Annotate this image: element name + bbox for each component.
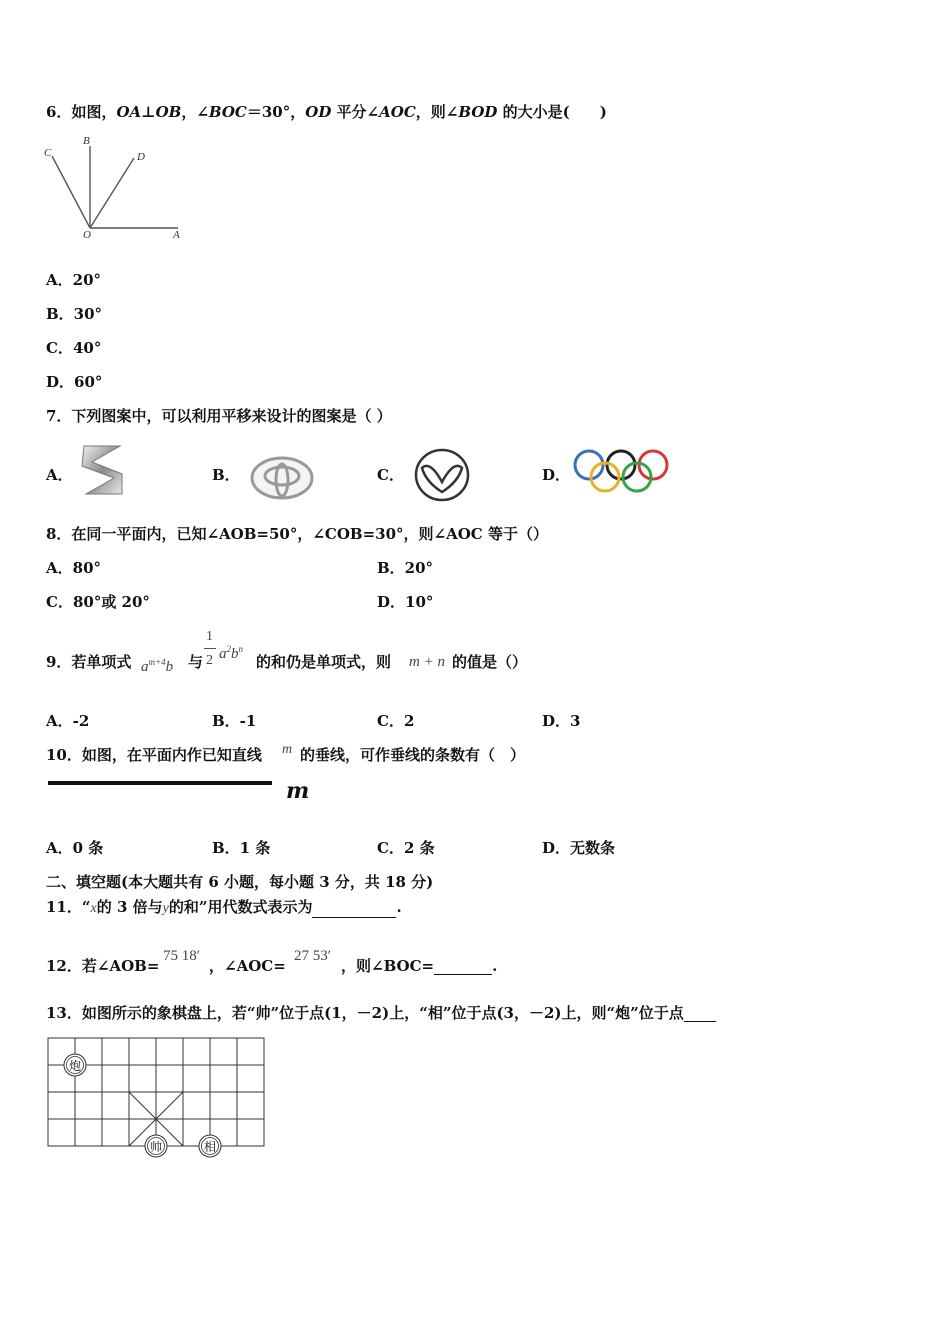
q13-stem: 13．如图所示的象棋盘上，若“帅”位于点(1，－2)上，“相”位于点(3，－2)上，则“炮”位于点 <box>46 1004 716 1022</box>
q11-answer-blank[interactable] <box>312 903 396 918</box>
line-m-label: m <box>286 778 310 804</box>
q9-option-c: C．2 <box>377 712 415 730</box>
q9-stem-b: 的和仍是单项式，则 <box>256 653 392 671</box>
svg-text:相: 相 <box>203 1140 217 1154</box>
q9-stem-c: 的值是（） <box>452 653 528 671</box>
q12-stem-b: ，∠AOC= <box>209 957 286 975</box>
q12-stem-a: 12．若∠AOB= <box>46 957 160 975</box>
label-d: D <box>137 151 145 163</box>
q12-stem-c: ，则∠BOC= . <box>341 957 498 975</box>
q9-frac-bar <box>204 648 216 649</box>
q6-angle-figure <box>40 132 190 244</box>
q9-stem-a: 9．若单项式 <box>46 653 132 671</box>
q8-option-d: D．10° <box>377 593 434 611</box>
svg-text:帅: 帅 <box>149 1140 163 1154</box>
q10-stem-a: 10．如图，在平面内作已知直线 <box>46 746 262 764</box>
toyota-logo <box>250 456 314 500</box>
svg-text:炮: 炮 <box>68 1059 82 1073</box>
q9-expr: m + n <box>409 654 445 670</box>
chess-board-figure <box>46 1036 268 1162</box>
section-2-title: 二、填空题(本大题共有 6 小题，每小题 3 分，共 18 分) <box>46 873 434 891</box>
q8-option-c: C．80°或 20° <box>46 593 150 611</box>
ray-od <box>90 158 134 228</box>
label-c: C <box>44 147 52 159</box>
piece-xiang <box>199 1135 221 1157</box>
line-m <box>48 781 272 785</box>
q7-option-a: A． <box>46 466 73 484</box>
q8-stem: 8．在同一平面内，已知∠AOB=50°，∠COB=30°，则∠AOC 等于（） <box>46 525 548 543</box>
q6-option-d: D．60° <box>46 373 103 391</box>
q7-option-b: B． <box>212 466 240 484</box>
q9-frac-den: 2 <box>206 653 213 668</box>
q12-value-1: 75 18′ <box>163 948 201 964</box>
mazda-logo <box>414 448 470 502</box>
q6-option-a: A．20° <box>46 271 102 289</box>
q6-stem: 6．如图，OA⊥OB，∠BOC＝30°，OD 平分∠AOC，则∠BOD 的大小是( ) <box>46 103 607 121</box>
piece-shuai <box>145 1135 167 1157</box>
label-o: O <box>83 229 91 241</box>
label-a: A <box>173 229 180 241</box>
q10-option-b: B．1 条 <box>212 839 271 857</box>
q11-stem: 11．“x的 3 倍与y的和”用代数式表示为 . <box>46 898 402 916</box>
ray-oc <box>52 156 90 228</box>
q10-option-c: C．2 条 <box>377 839 435 857</box>
q10-option-d: D．无数条 <box>542 839 616 857</box>
q9-monomial-1: $a^{m+4}b$ <box>141 657 174 675</box>
q9-option-d: D．3 <box>542 712 581 730</box>
label-b: B <box>83 135 90 147</box>
q12-answer-blank[interactable] <box>434 960 492 975</box>
q8-option-b: B．20° <box>377 559 434 577</box>
piece-pao <box>64 1054 86 1076</box>
q10-option-a: A．0 条 <box>46 839 104 857</box>
q6-option-b: B．30° <box>46 305 103 323</box>
q9-option-a: A．-2 <box>46 712 90 730</box>
q9-frac-num: 1 <box>206 629 213 644</box>
q9-monomial-2: $a^2b^n$ <box>219 644 243 662</box>
q13-answer-blank[interactable] <box>684 1007 716 1022</box>
q6-option-c: C．40° <box>46 339 102 357</box>
q7-option-d: D． <box>542 466 571 484</box>
q12-value-2: 27 53′ <box>294 948 332 964</box>
q9-option-b: B．-1 <box>212 712 257 730</box>
q9-yu: 与 <box>188 653 204 671</box>
q7-stem: 7．下列图案中，可以利用平移来设计的图案是（ ） <box>46 407 392 425</box>
olympic-rings <box>572 448 672 494</box>
q10-stem-b: 的垂线，可作垂线的条数有（ ） <box>300 746 526 764</box>
suzuki-logo <box>76 440 130 500</box>
q10-var: m <box>282 742 293 757</box>
q8-option-a: A．80° <box>46 559 102 577</box>
q7-option-c: C． <box>377 466 404 484</box>
